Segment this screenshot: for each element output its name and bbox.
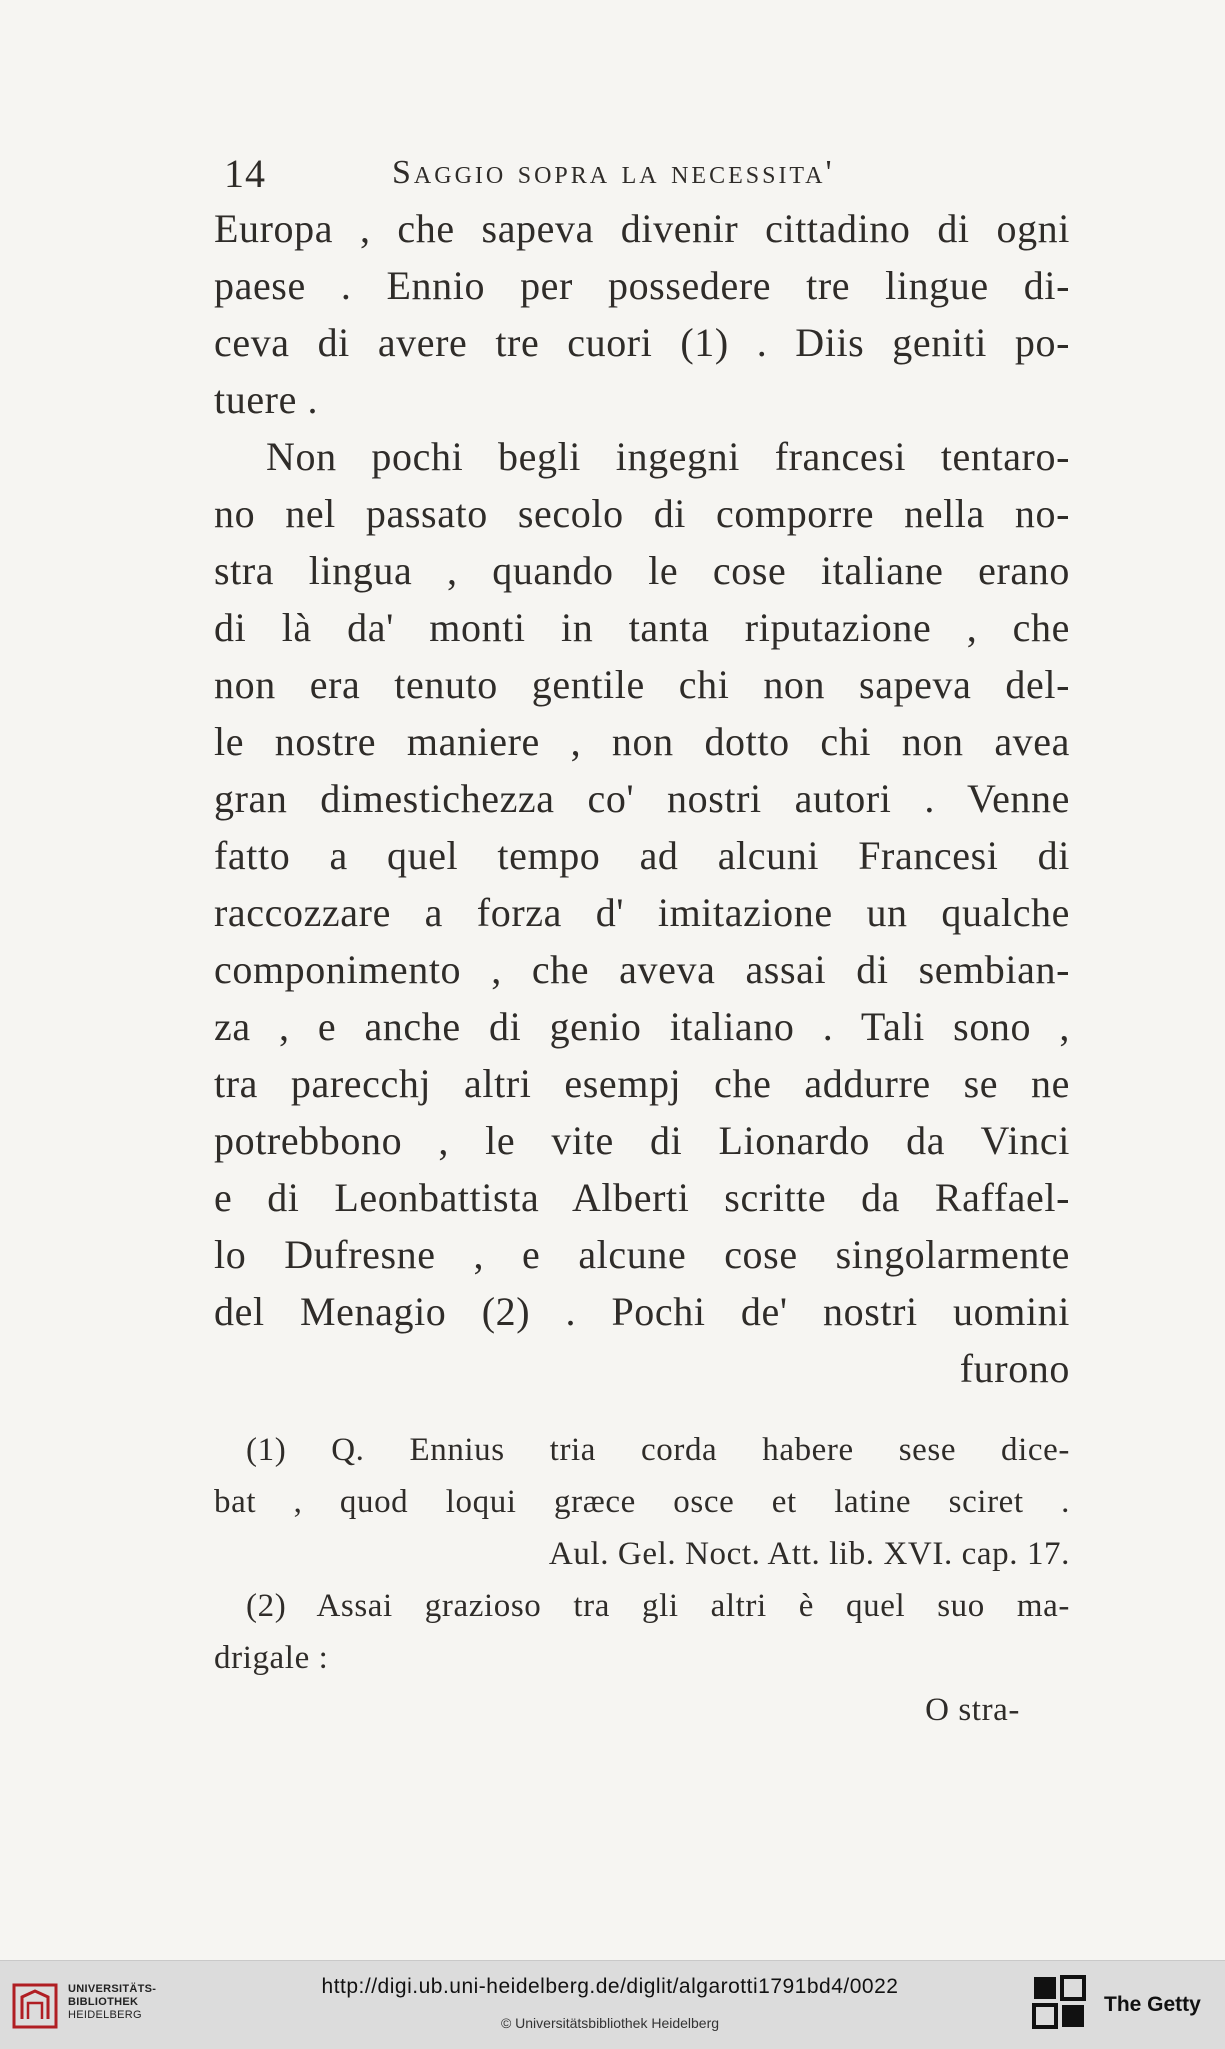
text-line: fatto a quel tempo ad alcuni Francesi di [214,833,1070,878]
permalink-url[interactable]: http://digi.ub.uni-heidelberg.de/diglit/algarotti1791bd4/0022 [321,1975,899,1998]
footnote-catchword: O stra- [925,1692,1020,1728]
library-logo[interactable] [12,1981,212,2031]
text-line: componimento , che aveva assai di sembian- [214,947,1070,992]
page-number: 14 [224,151,266,196]
text-line: paese . Ennio per possedere tre lingue di- [214,263,1070,308]
text-line: tuere . [214,377,319,422]
text-line: ceva di avere tre cuori (1) . Diis geniti po- [214,320,1070,365]
footnote-line: (1) Q. Ennius tria corda habere sese dice- [246,1432,1070,1468]
library-name-line1: UNIVERSITÄTS- [68,1983,157,1995]
catchword: furono [959,1346,1070,1391]
library-name [68,1983,156,2022]
getty-label: The Getty [1104,1993,1201,2016]
footnote-line: (2) Assai grazioso tra gli altri è quel suo ma- [246,1588,1070,1624]
page-header [224,150,1084,200]
running-title: Saggio sopra la necessita' [392,154,835,191]
text-line: raccozzare a forza d' imitazione un qualche [214,890,1070,935]
body-text [214,200,1070,1397]
text-line: di là da' monti in tanta riputazione , che [214,605,1070,650]
text-line: tra parecchj altri esempj che addurre se ne [214,1061,1070,1106]
text-line: Europa , che sapeva divenir cittadino di ogni [214,206,1070,251]
text-line: del Menagio (2) . Pochi de' nostri uomini [214,1289,1070,1334]
getty-mark-icon [1032,1975,1088,2031]
footnote-line: drigale : [214,1640,329,1676]
text-line: za , e anche di genio italiano . Tali sono , [214,1004,1070,1049]
library-seal-icon [12,1983,58,2029]
footnote-line: Aul. Gel. Noct. Att. lib. XVI. cap. 17. [548,1536,1070,1572]
text-line: no nel passato secolo di comporre nella no- [214,491,1070,536]
viewer-footer [0,1960,1225,2049]
copyright-notice: © Universitätsbibliothek Heidelberg [500,2015,720,2031]
library-name-line2: BIBLIOTHEK [68,1996,139,2008]
text-line: lo Dufresne , e alcune cose singolarmente [214,1232,1070,1277]
library-name-line3: HEIDELBERG [68,2009,142,2021]
text-line: gran dimestichezza co' nostri autori . Venne [214,776,1070,821]
text-line: potrebbono , le vite di Lionardo da Vinci [214,1118,1070,1163]
footnote-line: bat , quod loqui græce osce et latine sciret . [214,1484,1070,1520]
text-line: Non pochi begli ingegni francesi tentaro- [266,434,1070,479]
footnotes [214,1424,1070,1736]
text-line: e di Leonbattista Alberti scritte da Raffael- [214,1175,1070,1220]
getty-logo[interactable] [1030,1973,1220,2037]
text-line: le nostre maniere , non dotto chi non avea [214,719,1070,764]
text-line: stra lingua , quando le cose italiane erano [214,548,1070,593]
text-line: non era tenuto gentile chi non sapeva del- [214,662,1070,707]
